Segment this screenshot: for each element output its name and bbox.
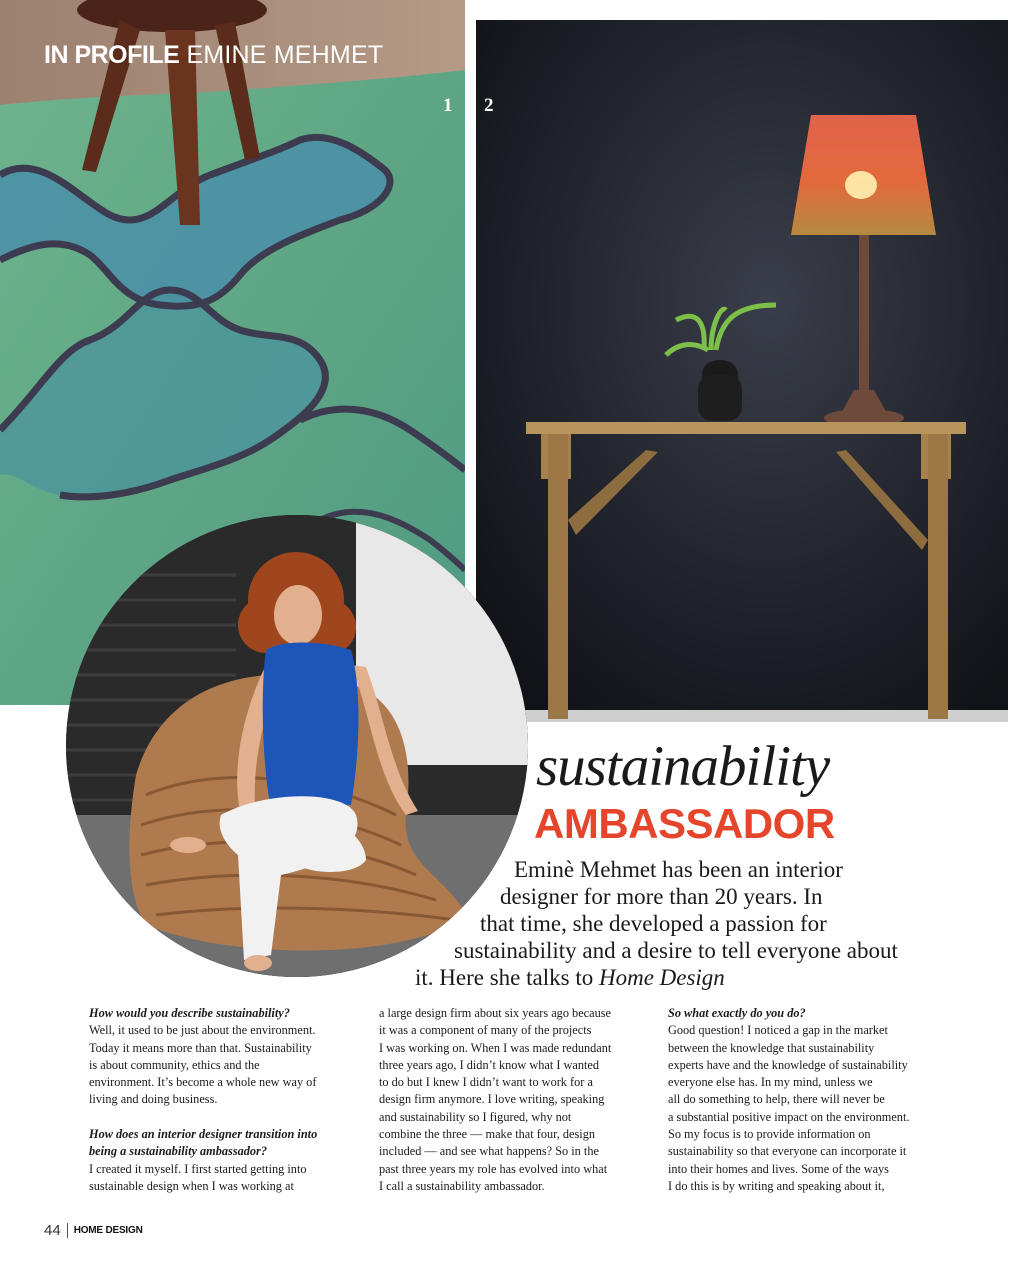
interview-answer-line: everyone else has. In my mind, unless we — [668, 1075, 873, 1090]
interview-answer-line: between the knowledge that sustainability — [668, 1040, 875, 1055]
interview-answer-line: living and doing business. — [89, 1092, 218, 1107]
interview-question-line: being a sustainability ambassador? — [89, 1144, 267, 1159]
interview-answer-line: combine the three — make that four, design — [379, 1127, 595, 1142]
interview-answer-line: experts have and the knowledge of sustainability — [668, 1057, 908, 1072]
standfirst-line: designer for more than 20 years. In — [500, 884, 823, 909]
headline-title: sustainability — [536, 735, 830, 798]
lamp-table-photo — [476, 20, 1008, 722]
interview-answer-line: three years ago, I didn’t know what I wanted — [379, 1057, 600, 1072]
interview-answer-line: sustainability so that everyone can incorporate it — [668, 1144, 907, 1159]
body-column-1 — [89, 1005, 361, 1195]
interview-answer-line: I was working on. When I was made redundant — [379, 1040, 612, 1055]
footer-divider — [67, 1223, 68, 1238]
standfirst-text: it. Here she talks to — [415, 965, 599, 990]
photo-number-1: 1 — [443, 95, 453, 116]
interview-question-line: So what exactly do you do? — [668, 1006, 806, 1020]
section-label — [44, 41, 383, 70]
portrait-photo — [66, 515, 528, 977]
interview-question-line: How would you describe sustainability? — [89, 1006, 290, 1020]
interview-answer-line: I call a sustainability ambassador. — [379, 1178, 545, 1193]
interview-answer-line: a substantial positive impact on the environment. — [668, 1109, 910, 1124]
section-label-name: EMINE MEHMET — [186, 41, 384, 69]
standfirst-line-last — [415, 964, 725, 991]
interview-answer-line: Today it means more than that. Sustainability — [89, 1040, 312, 1055]
interview-answer-line: and sustainability so I figured, why not — [379, 1109, 572, 1124]
standfirst-line: that time, she developed a passion for — [480, 911, 827, 936]
standfirst-line: sustainability and a desire to tell everyone about — [454, 938, 898, 963]
interview-question-line: How does an interior designer transition into — [89, 1127, 318, 1142]
interview-answer-line: environment. It’s become a whole new way of — [89, 1075, 317, 1090]
interview-answer-line: a large design firm about six years ago because — [379, 1006, 611, 1020]
interview-answer-line: I do this is by writing and speaking about it, — [668, 1178, 885, 1193]
interview-answer-line: So my focus is to provide information on — [668, 1127, 871, 1142]
photo-number-2: 2 — [484, 95, 494, 116]
body-column-3 — [668, 1005, 940, 1195]
interview-answer-line: all do something to help, there will never be — [668, 1092, 885, 1107]
magazine-name: HOME DESIGN — [73, 1224, 143, 1236]
interview-answer-line: to do but I knew I didn’t want to work for a — [379, 1075, 593, 1090]
interview-answer-line: is about community, ethics and the — [89, 1057, 260, 1072]
publication-name: Home Design — [598, 965, 725, 990]
page-footer — [44, 1222, 143, 1238]
interview-answer-line: included — and see what happens? So in the — [379, 1144, 599, 1159]
body-column-2 — [379, 1005, 651, 1195]
interview-answer-line: past three years my role has evolved into what — [379, 1161, 608, 1176]
standfirst-line: Eminè Mehmet has been an interior — [514, 857, 843, 882]
paragraph-gap — [89, 1109, 361, 1126]
headline-subtitle: AMBASSADOR — [534, 800, 835, 847]
interview-answer-line: it was a component of many of the projects — [379, 1023, 592, 1038]
page-number: 44 — [44, 1221, 61, 1239]
interview-answer-line: design firm anymore. I love writing, speaking — [379, 1092, 605, 1107]
interview-answer-line: Well, it used to be just about the environment. — [89, 1023, 316, 1038]
interview-answer-line: I created it myself. I first started getting into — [89, 1161, 307, 1176]
interview-answer-line: into their homes and lives. Some of the ways — [668, 1161, 889, 1176]
interview-answer-line: Good question! I noticed a gap in the market — [668, 1023, 888, 1038]
interview-answer-line: sustainable design when I was working at — [89, 1178, 294, 1193]
section-label-bold: IN PROFILE — [44, 41, 180, 69]
